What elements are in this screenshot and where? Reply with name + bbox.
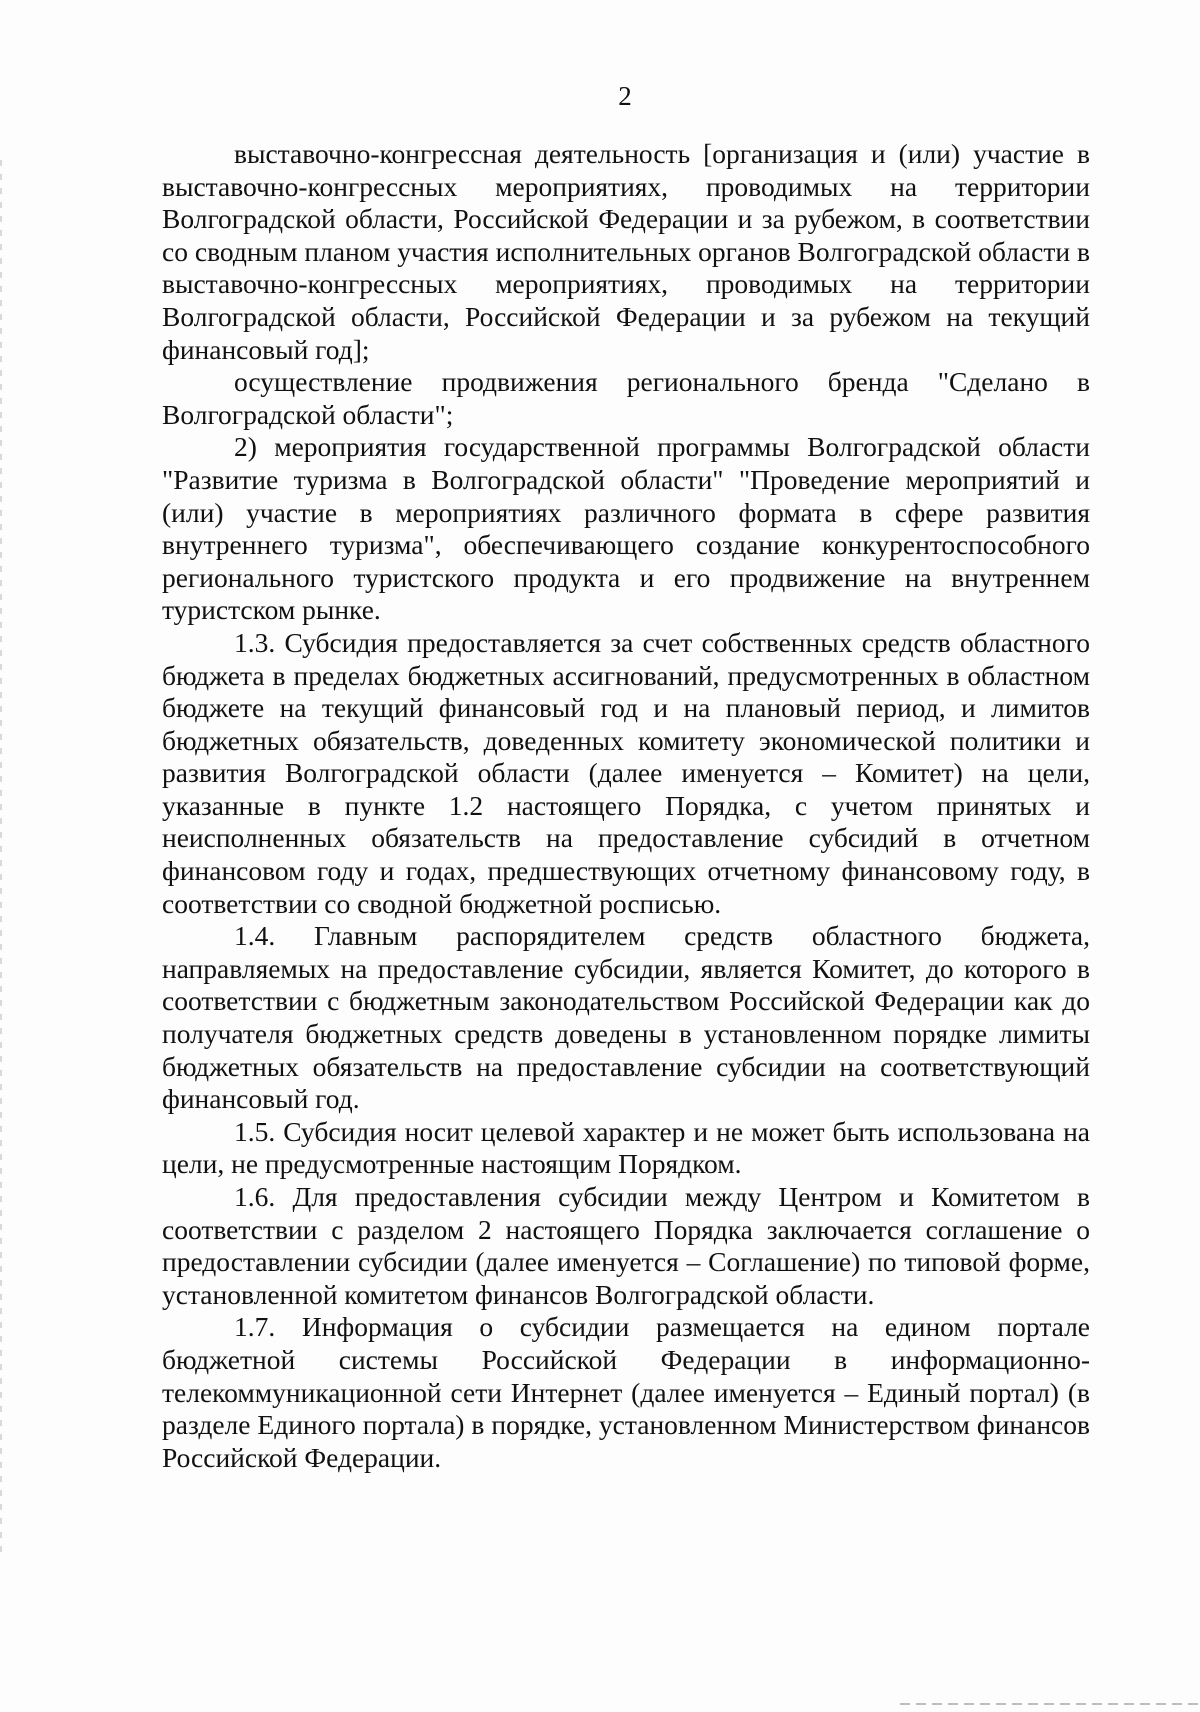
paragraph-1-5: 1.5. Субсидия носит целевой характер и не может быть использована на цели, не предусмотренные настоящим Порядком. bbox=[162, 1115, 1090, 1180]
paragraph-exhibition-activity: выставочно-конгрессная деятельность [организация и (или) участие в выставочно-конгрессных мероприятиях, проводимых на территории Волгоградской области, Российской Федерации и за рубежом, в соответствии со сводным планом участия исполнительных органов Волгоградской области в выставочно-конгрессных мероприятиях, проводимых на территории Волгоградской области, Российской Федерации и за рубежом на текущий финансовый год]; bbox=[162, 138, 1090, 365]
paragraph-tourism-program: 2) мероприятия государственной программы Волгоградской области "Развитие туризма в Волгоградской области" "Проведение мероприятий и (или) участие в мероприятиях различного формата в сфере развития внутреннего туризма", обеспечивающего создание конкурентоспособного регионального туристского продукта и его продвижение на внутреннем туристском рынке. bbox=[162, 431, 1090, 626]
paragraph-1-7: 1.7. Информация о субсидии размещается на едином портале бюджетной системы Российской Федерации в информационно-телекоммуникационной сети Интернет (далее именуется – Единый портал) (в разделе Единого портала) в порядке, установленном Министерством финансов Российской Федерации. bbox=[162, 1311, 1090, 1473]
paragraph-regional-brand: осуществление продвижения регионального бренда "Сделано в Волгоградской области"; bbox=[162, 366, 1090, 430]
page-number: 2 bbox=[618, 81, 632, 111]
paragraph-1-3: 1.3. Субсидия предоставляется за счет собственных средств областного бюджета в пределах бюджетных ассигнований, предусмотренных в областном бюджете на текущий финансовый год и на плановый период, и лимитов бюджетных обязательств, доведенных комитету экономической политики и развития Волгоградской области (далее именуется – Комитет) на цели, указанные в пункте 1.2 настоящего Порядка, с учетом принятых и неисполненных обязательств на предоставление субсидий в отчетном финансовом году и годах, предшествующих отчетному финансовому году, в соответствии со сводной бюджетной росписью. bbox=[162, 626, 1090, 919]
scan-edge-artifact bbox=[0, 160, 2, 1560]
document-body bbox=[162, 138, 1090, 1474]
scan-edge-artifact bbox=[900, 1703, 1200, 1705]
paragraph-1-4: 1.4. Главным распорядителем средств областного бюджета, направляемых на предоставление субсидии, является Комитет, до которого в соответствии с бюджетным законодательством Российской Федерации как до получателя бюджетных средств доведены в установленном порядке лимиты бюджетных обязательств на предоставление субсидии на соответствующий финансовый год. bbox=[162, 920, 1090, 1115]
paragraph-1-6: 1.6. Для предоставления субсидии между Центром и Комитетом в соответствии с разделом 2 настоящего Порядка заключается соглашение о предоставлении субсидии (далее именуется – Соглашение) по типовой форме, установленной комитетом финансов Волгоградской области. bbox=[162, 1181, 1090, 1310]
